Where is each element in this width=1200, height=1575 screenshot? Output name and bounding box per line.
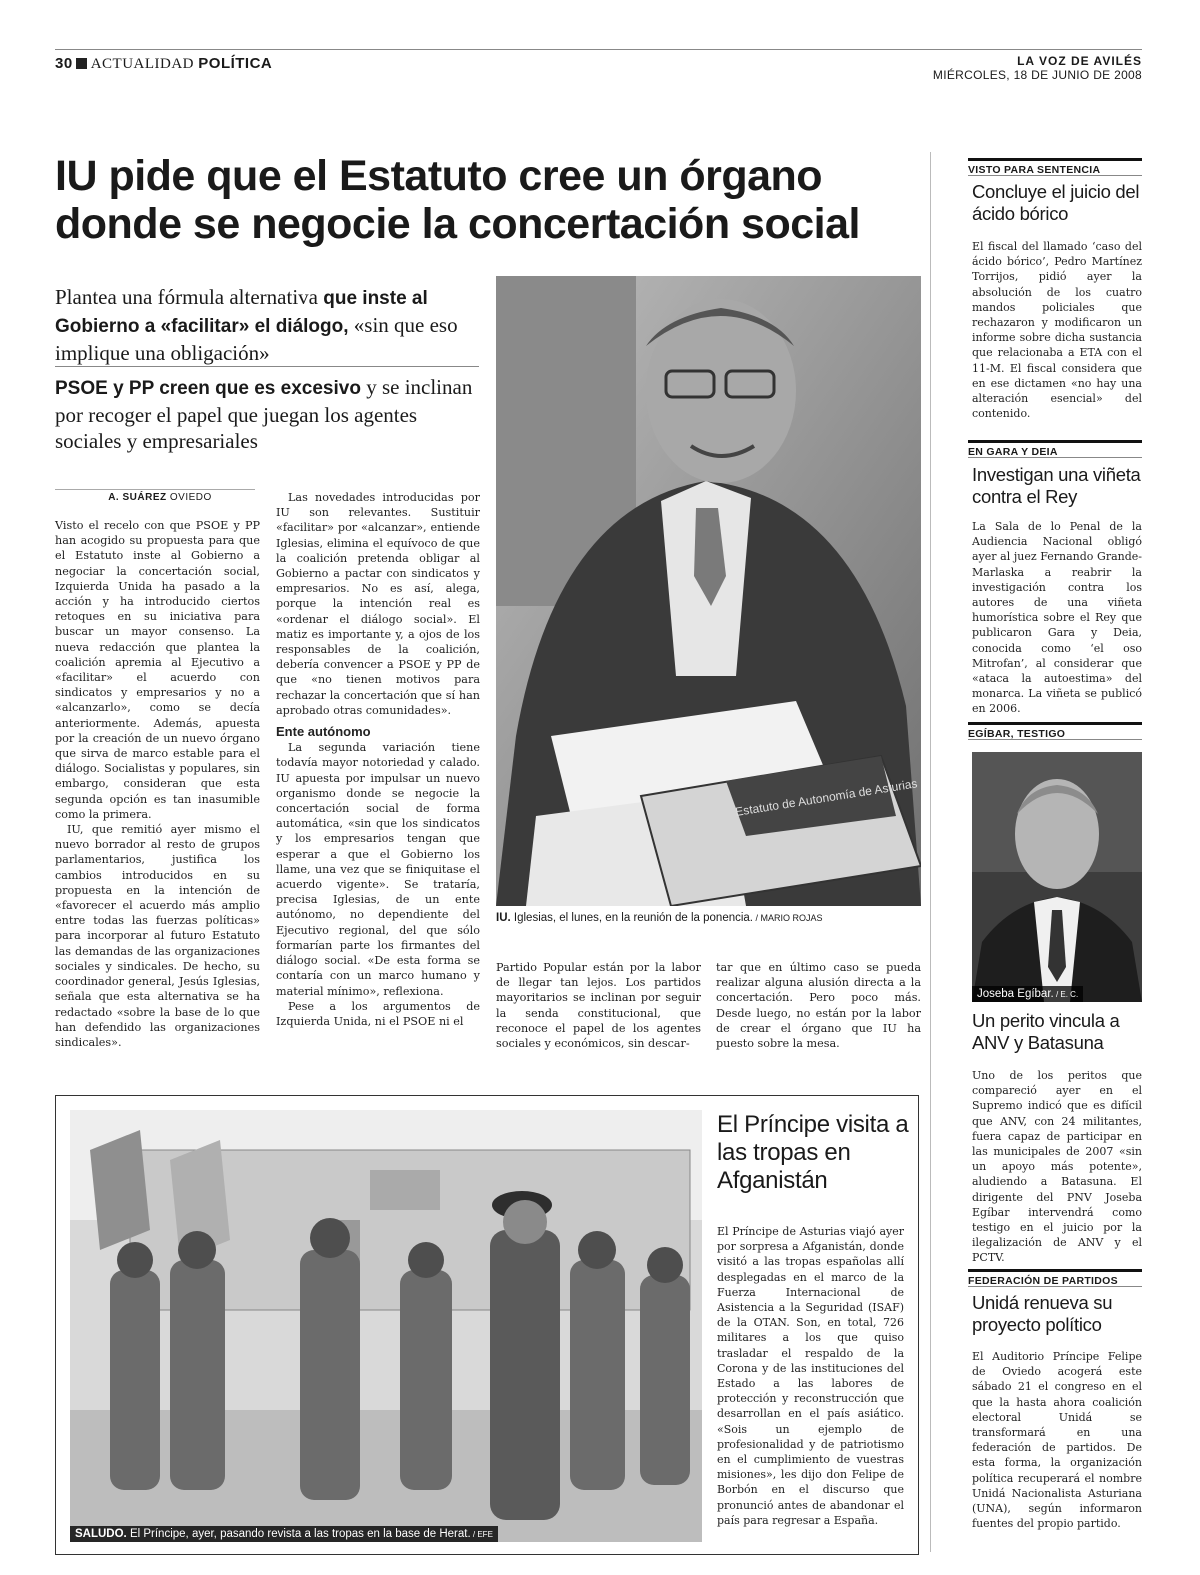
square-icon [76,58,87,69]
publication-info [933,54,1142,82]
sidebar-divider [930,152,931,1552]
subheadline-2 [55,374,475,454]
sub1-end: «sin que eso implique una obligación» [55,313,458,365]
paragraph: Pese a los argumentos de Izquierda Unida, ni el PSOE ni el [276,999,480,1028]
bottom-photo-caption [70,1526,498,1542]
byline-author: A. SUÁREZ [108,492,167,503]
sub2-bold: PSOE y PP creen que es excesivo [55,378,361,399]
sidebar-headline-3: Un perito vincula a ANV y Batasuna [972,1010,1120,1053]
portrait-illustration [972,752,1142,1002]
article-photo [496,276,921,906]
sidebar-text-2: La Sala de lo Penal de la Audiencia Nacional obligó ayer al juez Fernando Grande-Marlaska a reabrir la investigación contra los autores de una viñeta humorística sobre el Rey que publicaron Gara y Deia, conocida como ‘el oso Mitrofan’, al considerar que «ataca la autoestima» del monarca. La viñeta se publicó en 2006. [972,520,1142,716]
bottom-text: El Príncipe de Asturias viajó ayer por sorpresa a Afganistán, donde visitó a las tropas españolas allí desplegadas en el marco de la Fuerza Internacional de Asistencia a la Seguridad (ISAF) de la OTAN. Son, en total, 726 militares a los que quiso trasladar el respaldo de la Corona y de las instituciones del Estado a las labores de protección y reconstrucción que desarrollan en el país asiático. «Sois un ejemplo de profesionalidad y de patriotismo en el cumplimiento de vuestras misiones», les dijo don Felipe de Borbón en el discurso que pronunció antes de abandonar el país para regresar a España. [717,1225,904,1527]
page-number: 30 [55,55,73,72]
byline [55,492,265,503]
byline-rule [55,489,255,490]
main-headline: IU pide que el Estatuto cree un órgano donde se negocie la concertación social [55,152,860,248]
article-column-2 [276,490,480,1029]
sidebar-headline-1: Concluye el juicio del ácido bórico [972,181,1140,224]
sidebar-text-3: Uno de los peritos que compareció ayer en el Supremo indicó que es difícil que ANV, con 24 militantes, fuera capaz de participar en las municipales de 2007 «sin un apoyo más potente», aludiendo a Batasuna. El dirigente del PNV Joseba Egíbar intervendrá como testigo en el juicio por la ilegalización de ANV y el PCTV. [972,1069,1142,1265]
paragraph: Visto el recelo con que PSOE y PP han acogido su propuesta para que el Estatuto inste al Gobierno a negociar la concertación social, Izquierda Unida ha pasado a la acción y ha introducido ciertos retoques en su iniciativa para buscar un mayor consenso. La nueva redacción que plantea la coalición apremia al Ejecutivo a «facilitar» el acuerdo con sindicatos y empresarios y no a «alcanzarlo», como se decía anteriormente. Además, apuesta por la creación de un nuevo órgano que sirva de marco estable para el diálogo. Socialistas y populares, sin embargo, consideran que esta segunda opción es tan inasumible como la primera. [55,519,260,821]
sub1-normal: Plantea una fórmula alternativa [55,285,324,309]
article-column-1 [55,518,260,1050]
photo-caption [496,912,921,924]
bottom-caption-text: El Príncipe, ayer, pasando revista a las tropas en la base de Herat. [126,1528,471,1540]
sidebar-kicker-2: EN GARA Y DEIA [968,440,1142,458]
subheadline-1 [55,284,475,366]
paragraph: IU, que remitió ayer mismo el nuevo borrador al resto de grupos parlamentarios, justifica los cambios introducidos en su propuesta en la intención de «favorecer el acuerdo más amplio entre todas las fuerzas políticas» para incorporar al futuro Estatuto las demandas de las organizaciones sociales y sindicales. De hecho, su coordinador general, Jesús Iglesias, señala que esta alternativa se ha redactado «sobre la base de lo que han defendido las organizaciones sindicales». [55,823,260,1049]
sub1-bold: que inste al Gobierno a «facilitar» el diálogo, [55,288,428,337]
subheadline-divider [55,366,479,367]
paragraph: Las novedades introducidas por IU son relevantes. Sustituir «facilitar» por «alcanzar», entiende Iglesias, elimina el equívoco de que la coalición pretenda obligar al Gobierno a pactar con sindicatos y empresarios. No es así, alega, porque la intención real es «ordenar el diálogo social». El matiz es importante y, a ojos de los responsables de la coalición, debería convencer a PSOE y PP de que «no tienen motivos para rechazar la concertación que sí han aprobado otras comunidades». [276,491,480,717]
sidebar-kicker-3: EGÍBAR, TESTIGO [968,722,1142,740]
sidebar-headline-2: Investigan una viñeta contra el Rey [972,464,1141,507]
kicker-underline [968,739,1142,740]
article-subhead: Ente autónomo [276,724,371,740]
sidebar-photo-caption [972,986,1083,1002]
bottom-headline: El Príncipe visita a las tropas en Afganistán [717,1111,909,1194]
paragraph: La segunda variación tiene todavía mayor notoriedad y calado. IU apuesta por impulsar un nuevo organismo donde se negocie la concertación social de forma automática, «sin que los sindicatos y los empresarios tengan que esperar a que el Gobierno los llame, una vez que se finiquitase el acuerdo vigente». Se trataría, precisa Iglesias, de un ente autónomo, no dependiente del Ejecutivo regional, del que sólo formarían parte los firmantes del diálogo social. «De esta forma se contaría con un marco humano y material mínimo», reflexiona. [276,741,480,998]
bottom-photo [70,1110,702,1542]
publication-date: MIÉRCOLES, 18 DE JUNIO DE 2008 [932,68,1142,82]
sub2-end: y se inclinan por recoger el papel que juegan los agentes sociales y empresariales [55,375,473,453]
caption-text: Iglesias, el lunes, en la reunión de la ponencia. [510,912,754,924]
paragraph: tar que en último caso se pueda realizar alguna alusión directa a la concertación. Pero poco más. Desde luego, no están por la labor de crear el órgano que IU ha puesto sobre la mesa. [716,961,921,1051]
sidebar-text-1: El fiscal del llamado ‘caso del ácido bórico’, Pedro Martínez Torrijos, pidió ayer la absolución de los cuatro mandos policiales que rechazaron y modificaron un informe sobre dicha sustancia que relacionaba a ETA con el 11-M. El fiscal considera que en ese dictamen «no hay una alteración esencial» del contenido. [972,240,1142,421]
sidebar-text-4: El Auditorio Príncipe Felipe de Oviedo acogerá este sábado 21 el congreso en el que la hasta ahora coalición electoral Unidá se transformará en una federación de partidos. De esta forma, la organización política recuperará el nombre Unidá Nacionalista Asturiana (UNA), según informaron fuentes del propio partido. [972,1350,1142,1531]
photo-illustration [496,276,921,906]
byline-place: OVIEDO [169,492,212,503]
header-rule [55,49,1142,50]
bottom-caption-credit: / EFE [470,1530,493,1539]
kicker-underline [968,1286,1142,1287]
bottom-caption-lead: SALUDO. [75,1528,127,1540]
troops-illustration [70,1110,702,1542]
photo-credit: / MARIO ROJAS [753,913,823,923]
paragraph: Partido Popular están por la labor de llegar tan lejos. Los partidos mayoritarios se inclinan por seguir la senda constitucional, que reconoce el papel de los agentes sociales y económicos, sin descar- [496,961,701,1051]
section-label [55,55,272,73]
section-name: POLÍTICA [198,55,273,72]
article-column-3 [496,960,701,1051]
sidebar-headline-4: Unidá renueva su proyecto político [972,1292,1113,1335]
kicker-underline [968,457,1142,458]
sidebar-photo [972,752,1142,1002]
kicker-underline [968,175,1142,176]
sidebar-kicker-1: VISTO PARA SENTENCIA [968,158,1142,176]
portrait-caption-text: Joseba Egíbar. [977,988,1054,1000]
sidebar-kicker-4: FEDERACIÓN DE PARTIDOS [968,1269,1142,1287]
publication-name: LA VOZ DE AVILÉS [1017,54,1142,68]
book-title-text: Estatuto de Autonomía de Asturias [734,776,919,819]
article-column-4 [716,960,921,1051]
caption-lead: IU. [496,912,511,924]
portrait-credit: / E. C. [1053,990,1079,999]
section-prefix: ACTUALIDAD [90,56,195,72]
